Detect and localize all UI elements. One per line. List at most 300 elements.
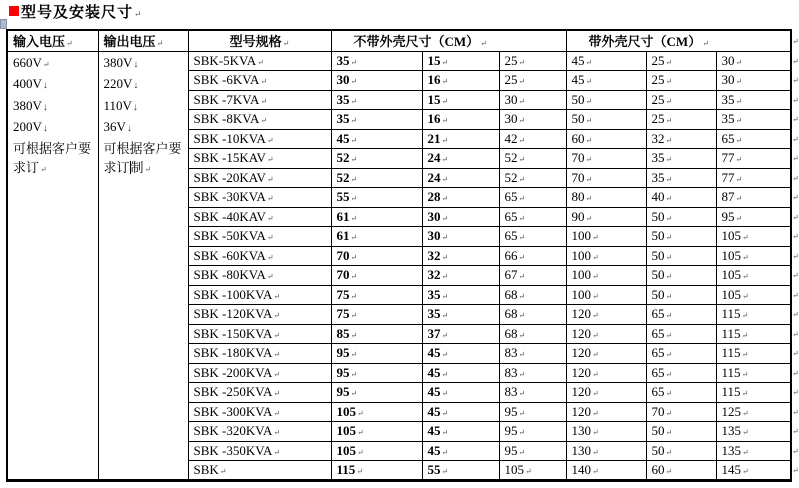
with-shell-dim-cell[interactable] xyxy=(646,441,716,461)
cell-end-mark: ↵ xyxy=(273,389,281,399)
with-shell-dim-cell[interactable] xyxy=(716,110,791,130)
with-shell-dim-cell[interactable] xyxy=(716,422,791,442)
with-shell-dim-cell[interactable] xyxy=(716,90,791,110)
dim-value: 95 xyxy=(504,423,518,439)
dim-value: 61 xyxy=(336,208,350,224)
voltage-line xyxy=(104,139,186,180)
dim-value: 145 xyxy=(721,461,742,477)
with-shell-dim-cell[interactable] xyxy=(646,402,716,422)
no-shell-dim-cell[interactable] xyxy=(422,246,499,266)
cell-end-mark: ↵ xyxy=(266,233,274,243)
with-shell-dim-cell[interactable] xyxy=(646,149,716,169)
model-cell[interactable] xyxy=(188,461,331,481)
no-shell-dim-cell[interactable] xyxy=(422,207,499,227)
with-shell-dim-cell[interactable] xyxy=(566,305,646,325)
cell-end-mark: ↵ xyxy=(741,311,749,321)
dim-value: 30 xyxy=(721,52,735,68)
dim-value: 66 xyxy=(504,247,518,263)
cell-end-mark: ↵ xyxy=(266,135,274,145)
cell-end-mark: ↵ xyxy=(350,213,358,223)
cell-end-mark: ↵ xyxy=(585,155,593,165)
no-shell-dim-cell[interactable] xyxy=(331,129,422,149)
with-shell-dim-cell[interactable] xyxy=(716,168,791,188)
cell-end-mark: ↵ xyxy=(441,77,449,87)
with-shell-dim-cell[interactable] xyxy=(716,441,791,461)
no-shell-dim-cell[interactable] xyxy=(422,383,499,403)
no-shell-dim-cell[interactable] xyxy=(331,168,422,188)
cell-end-mark: ↵ xyxy=(735,116,743,126)
row-end-mark: ↵ xyxy=(792,271,799,281)
no-shell-dim-cell[interactable] xyxy=(499,129,566,149)
model-text: SBK -180KVA xyxy=(193,345,273,361)
no-shell-dim-cell[interactable] xyxy=(422,188,499,208)
with-shell-dim-cell[interactable] xyxy=(716,305,791,325)
no-shell-dim-cell[interactable] xyxy=(499,266,566,286)
model-cell[interactable] xyxy=(188,383,331,403)
no-shell-dim-cell[interactable] xyxy=(499,363,566,383)
no-shell-dim-cell[interactable] xyxy=(422,168,499,188)
with-shell-dim-cell[interactable] xyxy=(566,90,646,110)
no-shell-dim-cell[interactable] xyxy=(331,461,422,481)
no-shell-dim-cell[interactable] xyxy=(499,402,566,422)
dim-value: 35 xyxy=(721,111,735,127)
row-end-mark: ↵ xyxy=(792,329,799,339)
with-shell-dim-cell[interactable] xyxy=(566,149,646,169)
dim-value: 105 xyxy=(336,423,356,439)
spec-table xyxy=(6,29,792,482)
dim-value: 60 xyxy=(651,461,665,477)
with-shell-dim-cell[interactable] xyxy=(566,129,646,149)
dim-value: 135 xyxy=(721,442,742,458)
cell-end-mark: ↵ xyxy=(592,408,599,418)
dim-value: 77 xyxy=(721,169,735,185)
cell-end-mark: ↵ xyxy=(350,252,358,262)
line-break-mark: ↓ xyxy=(42,123,48,134)
model-text: SBK -250KVA xyxy=(193,384,273,400)
with-shell-dim-cell[interactable] xyxy=(716,266,791,286)
no-shell-dim-cell[interactable] xyxy=(422,149,499,169)
cell-end-mark: ↵ xyxy=(585,57,593,67)
model-text: SBK-5KVA xyxy=(193,52,257,68)
dim-value: 95 xyxy=(336,384,350,400)
dim-value: 100 xyxy=(571,286,592,302)
no-shell-dim-cell[interactable] xyxy=(499,324,566,344)
with-shell-dim-cell[interactable] xyxy=(646,305,716,325)
cell-end-mark: ↵ xyxy=(665,350,673,360)
with-shell-dim-cell[interactable] xyxy=(566,207,646,227)
dim-value: 35 xyxy=(336,111,350,127)
no-shell-dim-cell[interactable] xyxy=(331,402,422,422)
output-voltage-cell[interactable] xyxy=(98,51,188,480)
no-shell-dim-cell[interactable] xyxy=(331,383,422,403)
header-input-voltage[interactable]: 输入电压↵ xyxy=(7,30,98,51)
no-shell-dim-cell[interactable] xyxy=(422,422,499,442)
no-shell-dim-cell[interactable] xyxy=(499,305,566,325)
no-shell-dim-cell[interactable] xyxy=(499,110,566,130)
model-cell[interactable] xyxy=(188,207,331,227)
dim-value: 120 xyxy=(571,345,592,361)
with-shell-dim-cell[interactable] xyxy=(646,422,716,442)
with-shell-dim-cell[interactable] xyxy=(566,227,646,247)
model-cell[interactable] xyxy=(188,305,331,325)
model-cell[interactable] xyxy=(188,110,331,130)
with-shell-dim-cell[interactable] xyxy=(566,383,646,403)
with-shell-dim-cell[interactable] xyxy=(716,402,791,422)
dim-value: 68 xyxy=(504,325,518,341)
no-shell-dim-cell[interactable] xyxy=(499,285,566,305)
dim-value: 140 xyxy=(571,461,592,477)
with-shell-dim-cell[interactable] xyxy=(646,246,716,266)
model-cell[interactable] xyxy=(188,51,331,71)
cell-end-mark: ↵ xyxy=(518,311,526,321)
cell-end-mark: ↵ xyxy=(665,408,673,418)
cell-end-mark: ↵ xyxy=(273,447,281,457)
dim-value: 61 xyxy=(336,228,350,244)
voltage-text: 110V xyxy=(103,97,132,113)
cell-end-mark: ↵ xyxy=(741,350,749,360)
dim-value: 115 xyxy=(721,325,741,341)
no-shell-dim-cell[interactable] xyxy=(422,51,499,71)
no-shell-dim-cell[interactable] xyxy=(499,383,566,403)
no-shell-dim-cell[interactable] xyxy=(331,422,422,442)
model-cell[interactable] xyxy=(188,246,331,266)
no-shell-dim-cell[interactable] xyxy=(331,305,422,325)
dim-value: 67 xyxy=(504,267,518,283)
cell-end-mark: ↵ xyxy=(741,369,749,379)
with-shell-dim-cell[interactable] xyxy=(646,207,716,227)
model-cell[interactable] xyxy=(188,402,331,422)
with-shell-dim-cell[interactable] xyxy=(566,51,646,71)
no-shell-dim-cell[interactable] xyxy=(331,324,422,344)
with-shell-dim-cell[interactable] xyxy=(716,207,791,227)
model-cell[interactable] xyxy=(188,422,331,442)
voltage-line xyxy=(104,53,186,75)
with-shell-dim-cell[interactable] xyxy=(646,110,716,130)
dim-value: 115 xyxy=(721,306,741,322)
row-end-mark: ↵ xyxy=(792,56,799,66)
voltage-line xyxy=(13,96,96,118)
voltage-line xyxy=(104,96,186,118)
with-shell-dim-cell[interactable] xyxy=(716,227,791,247)
dim-value: 115 xyxy=(721,384,741,400)
cell-end-mark: ↵ xyxy=(518,77,526,87)
cell-end-mark: ↵ xyxy=(665,369,673,379)
dim-value: 95 xyxy=(336,345,350,361)
with-shell-dim-cell[interactable] xyxy=(566,110,646,130)
model-cell[interactable] xyxy=(188,344,331,364)
model-cell[interactable] xyxy=(188,129,331,149)
cell-end-mark: ↵ xyxy=(741,330,749,340)
dim-value: 15 xyxy=(427,52,441,68)
with-shell-dim-cell[interactable] xyxy=(566,71,646,91)
cell-end-mark: ↵ xyxy=(735,213,743,223)
row-end-mark: ↵ xyxy=(792,388,799,398)
cell-end-mark: ↵ xyxy=(592,350,599,360)
dim-value: 75 xyxy=(336,286,350,302)
with-shell-dim-cell[interactable] xyxy=(566,441,646,461)
no-shell-dim-cell[interactable] xyxy=(422,227,499,247)
with-shell-dim-cell[interactable] xyxy=(716,344,791,364)
no-shell-dim-cell[interactable] xyxy=(331,149,422,169)
model-text: SBK -80KVA xyxy=(193,267,266,283)
with-shell-dim-cell[interactable] xyxy=(716,285,791,305)
no-shell-dim-cell[interactable] xyxy=(331,188,422,208)
model-text: SBK -300KVA xyxy=(193,403,273,419)
no-shell-dim-cell[interactable] xyxy=(422,305,499,325)
model-cell[interactable] xyxy=(188,324,331,344)
with-shell-dim-cell[interactable] xyxy=(716,363,791,383)
no-shell-dim-cell[interactable] xyxy=(331,71,422,91)
dim-value: 55 xyxy=(336,189,350,205)
dim-value: 25 xyxy=(651,111,665,127)
dim-value: 105 xyxy=(336,442,356,458)
cell-end-mark: ↵ xyxy=(350,350,358,360)
cell-end-mark: ↵ xyxy=(40,165,47,174)
voltage-line xyxy=(13,53,96,75)
dim-value: 70 xyxy=(336,247,350,263)
dim-value: 52 xyxy=(336,150,350,166)
cell-end-mark: ↵ xyxy=(735,96,743,106)
with-shell-dim-cell[interactable] xyxy=(566,363,646,383)
no-shell-dim-cell[interactable] xyxy=(422,266,499,286)
no-shell-dim-cell[interactable] xyxy=(499,51,566,71)
cell-end-mark: ↵ xyxy=(735,135,743,145)
no-shell-dim-cell[interactable] xyxy=(331,441,422,461)
dim-value: 105 xyxy=(721,286,742,302)
model-text: SBK -200KVA xyxy=(193,364,273,380)
no-shell-dim-cell[interactable] xyxy=(331,51,422,71)
no-shell-dim-cell[interactable] xyxy=(331,246,422,266)
cell-end-mark: ↵ xyxy=(518,57,526,67)
with-shell-dim-cell[interactable] xyxy=(716,188,791,208)
cell-end-mark: ↵ xyxy=(592,233,599,243)
model-cell[interactable] xyxy=(188,71,331,91)
no-shell-dim-cell[interactable] xyxy=(499,207,566,227)
with-shell-dim-cell[interactable] xyxy=(646,168,716,188)
header-with-shell-size[interactable]: 带外壳尺寸（CM）↵ xyxy=(566,30,791,51)
with-shell-dim-cell[interactable] xyxy=(646,285,716,305)
voltage-text: 400V xyxy=(13,76,42,91)
with-shell-dim-cell[interactable] xyxy=(566,188,646,208)
no-shell-dim-cell[interactable] xyxy=(422,363,499,383)
cell-end-mark: ↵ xyxy=(66,39,73,49)
model-cell[interactable] xyxy=(188,149,331,169)
cell-end-mark: ↵ xyxy=(441,116,449,126)
with-shell-dim-cell[interactable] xyxy=(566,168,646,188)
cell-end-mark: ↵ xyxy=(592,311,599,321)
no-shell-dim-cell[interactable] xyxy=(422,324,499,344)
header-output-voltage[interactable]: 输出电压↵ xyxy=(98,30,188,51)
no-shell-dim-cell[interactable] xyxy=(331,266,422,286)
cell-end-mark: ↵ xyxy=(441,408,449,418)
with-shell-dim-cell[interactable] xyxy=(646,383,716,403)
page-title xyxy=(9,1,143,22)
cell-end-mark: ↵ xyxy=(518,447,526,457)
with-shell-dim-cell[interactable] xyxy=(646,344,716,364)
no-shell-dim-cell[interactable] xyxy=(422,441,499,461)
dim-value: 40 xyxy=(651,189,665,205)
row-end-mark: ↵ xyxy=(792,173,799,183)
cell-end-mark: ↵ xyxy=(350,291,358,301)
with-shell-dim-cell[interactable] xyxy=(716,51,791,71)
cell-end-mark: ↵ xyxy=(518,233,526,243)
with-shell-dim-cell[interactable] xyxy=(716,246,791,266)
no-shell-dim-cell[interactable] xyxy=(499,441,566,461)
dim-value: 120 xyxy=(571,306,592,322)
cell-end-mark: ↵ xyxy=(266,252,274,262)
dim-value: 87 xyxy=(721,189,735,205)
cell-end-mark: ↵ xyxy=(665,233,673,243)
model-cell[interactable] xyxy=(188,227,331,247)
no-shell-dim-cell[interactable] xyxy=(499,149,566,169)
input-voltage-cell[interactable] xyxy=(7,51,98,480)
model-cell[interactable] xyxy=(188,168,331,188)
dim-value: 45 xyxy=(427,423,441,439)
cell-end-mark: ↵ xyxy=(665,57,673,67)
no-shell-dim-cell[interactable] xyxy=(331,285,422,305)
with-shell-dim-cell[interactable] xyxy=(566,266,646,286)
cell-end-mark: ↵ xyxy=(518,213,526,223)
no-shell-dim-cell[interactable] xyxy=(499,227,566,247)
with-shell-dim-cell[interactable] xyxy=(566,422,646,442)
cell-end-mark: ↵ xyxy=(260,116,268,126)
with-shell-dim-cell[interactable] xyxy=(716,324,791,344)
cell-end-mark: ↵ xyxy=(518,194,526,204)
no-shell-dim-cell[interactable] xyxy=(331,90,422,110)
cell-end-mark: ↵ xyxy=(273,369,281,379)
no-shell-dim-cell[interactable] xyxy=(422,461,499,481)
no-shell-dim-cell[interactable] xyxy=(422,402,499,422)
with-shell-dim-cell[interactable] xyxy=(566,246,646,266)
with-shell-dim-cell[interactable] xyxy=(716,461,791,481)
row-end-mark: ↵ xyxy=(792,349,799,359)
row-end-mark: ↵ xyxy=(792,446,799,456)
voltage-text: 380V xyxy=(103,54,133,70)
with-shell-dim-cell[interactable] xyxy=(646,51,716,71)
with-shell-dim-cell[interactable] xyxy=(646,227,716,247)
no-shell-dim-cell[interactable] xyxy=(422,71,499,91)
voltage-line xyxy=(13,117,96,139)
no-shell-dim-cell[interactable] xyxy=(499,71,566,91)
no-shell-dim-cell[interactable] xyxy=(331,110,422,130)
model-cell[interactable] xyxy=(188,90,331,110)
header-model[interactable]: 型号规格↵ xyxy=(188,30,331,51)
dim-value: 16 xyxy=(427,72,441,88)
row-end-mark: ↵ xyxy=(792,193,799,203)
header-no-shell-size[interactable]: 不带外壳尺寸（CM）↵ xyxy=(331,30,566,51)
model-text: SBK xyxy=(193,461,219,477)
no-shell-dim-cell[interactable] xyxy=(499,246,566,266)
no-shell-dim-cell[interactable] xyxy=(499,461,566,481)
model-cell[interactable] xyxy=(188,441,331,461)
dim-value: 28 xyxy=(427,189,441,205)
line-break-mark: ↓ xyxy=(126,123,132,134)
dim-value: 130 xyxy=(571,423,592,439)
row-end-mark: ↵ xyxy=(792,310,799,320)
dim-value: 105 xyxy=(504,461,524,477)
voltage-text: 200V xyxy=(13,119,42,134)
no-shell-dim-cell[interactable] xyxy=(499,422,566,442)
dim-value: 32 xyxy=(427,267,441,283)
model-text: SBK -20KAV xyxy=(193,169,266,185)
cell-end-mark: ↵ xyxy=(742,428,749,438)
red-square-bullet-icon xyxy=(9,6,19,16)
cell-end-mark: ↵ xyxy=(266,194,274,204)
with-shell-dim-cell[interactable] xyxy=(646,188,716,208)
no-shell-dim-cell[interactable] xyxy=(422,344,499,364)
cell-end-mark: ↵ xyxy=(441,57,449,67)
with-shell-dim-cell[interactable] xyxy=(566,324,646,344)
model-cell[interactable] xyxy=(188,188,331,208)
dim-value: 68 xyxy=(504,306,518,322)
no-shell-dim-cell[interactable] xyxy=(331,363,422,383)
model-cell[interactable] xyxy=(188,266,331,286)
with-shell-dim-cell[interactable] xyxy=(566,344,646,364)
dim-value: 70 xyxy=(571,150,585,166)
dim-value: 80 xyxy=(571,189,585,205)
dim-value: 45 xyxy=(427,345,441,361)
with-shell-dim-cell[interactable] xyxy=(646,71,716,91)
model-text: SBK -320KVA xyxy=(193,423,273,439)
with-shell-dim-cell[interactable] xyxy=(716,383,791,403)
dim-value: 35 xyxy=(336,52,350,68)
no-shell-dim-cell[interactable] xyxy=(422,110,499,130)
dim-value: 45 xyxy=(571,52,585,68)
no-shell-dim-cell[interactable] xyxy=(331,227,422,247)
voltage-text: 220V xyxy=(103,76,133,91)
no-shell-dim-cell[interactable] xyxy=(499,188,566,208)
dim-value: 95 xyxy=(504,442,518,458)
cell-end-mark: ↵ xyxy=(742,466,749,476)
dim-value: 65 xyxy=(721,130,735,146)
no-shell-dim-cell[interactable] xyxy=(331,344,422,364)
dim-value: 35 xyxy=(427,306,441,322)
no-shell-dim-cell[interactable] xyxy=(422,90,499,110)
dim-value: 65 xyxy=(651,364,665,380)
no-shell-dim-cell[interactable] xyxy=(331,207,422,227)
no-shell-dim-cell[interactable] xyxy=(499,90,566,110)
cell-end-mark: ↵ xyxy=(518,408,526,418)
with-shell-dim-cell[interactable] xyxy=(566,461,646,481)
cell-end-mark: ↵ xyxy=(441,252,449,262)
with-shell-dim-cell[interactable] xyxy=(646,90,716,110)
dim-value: 50 xyxy=(571,91,585,107)
no-shell-dim-cell[interactable] xyxy=(422,129,499,149)
dim-value: 120 xyxy=(571,325,592,341)
with-shell-dim-cell[interactable] xyxy=(716,149,791,169)
model-cell[interactable] xyxy=(188,285,331,305)
with-shell-dim-cell[interactable] xyxy=(716,71,791,91)
with-shell-dim-cell[interactable] xyxy=(646,324,716,344)
no-shell-dim-cell[interactable] xyxy=(422,285,499,305)
model-cell[interactable] xyxy=(188,363,331,383)
line-break-mark: ↓ xyxy=(133,80,139,91)
with-shell-dim-cell[interactable] xyxy=(646,461,716,481)
with-shell-dim-cell[interactable] xyxy=(566,402,646,422)
with-shell-dim-cell[interactable] xyxy=(646,363,716,383)
with-shell-dim-cell[interactable] xyxy=(646,129,716,149)
cell-end-mark: ↵ xyxy=(282,39,290,49)
dim-value: 25 xyxy=(504,52,518,68)
cell-end-mark: ↵ xyxy=(741,389,749,399)
dim-value: 115 xyxy=(336,461,356,477)
dim-value: 45 xyxy=(427,442,441,458)
with-shell-dim-cell[interactable] xyxy=(566,285,646,305)
with-shell-dim-cell[interactable] xyxy=(646,266,716,286)
no-shell-dim-cell[interactable] xyxy=(499,344,566,364)
with-shell-dim-cell[interactable] xyxy=(716,129,791,149)
no-shell-dim-cell[interactable] xyxy=(499,168,566,188)
